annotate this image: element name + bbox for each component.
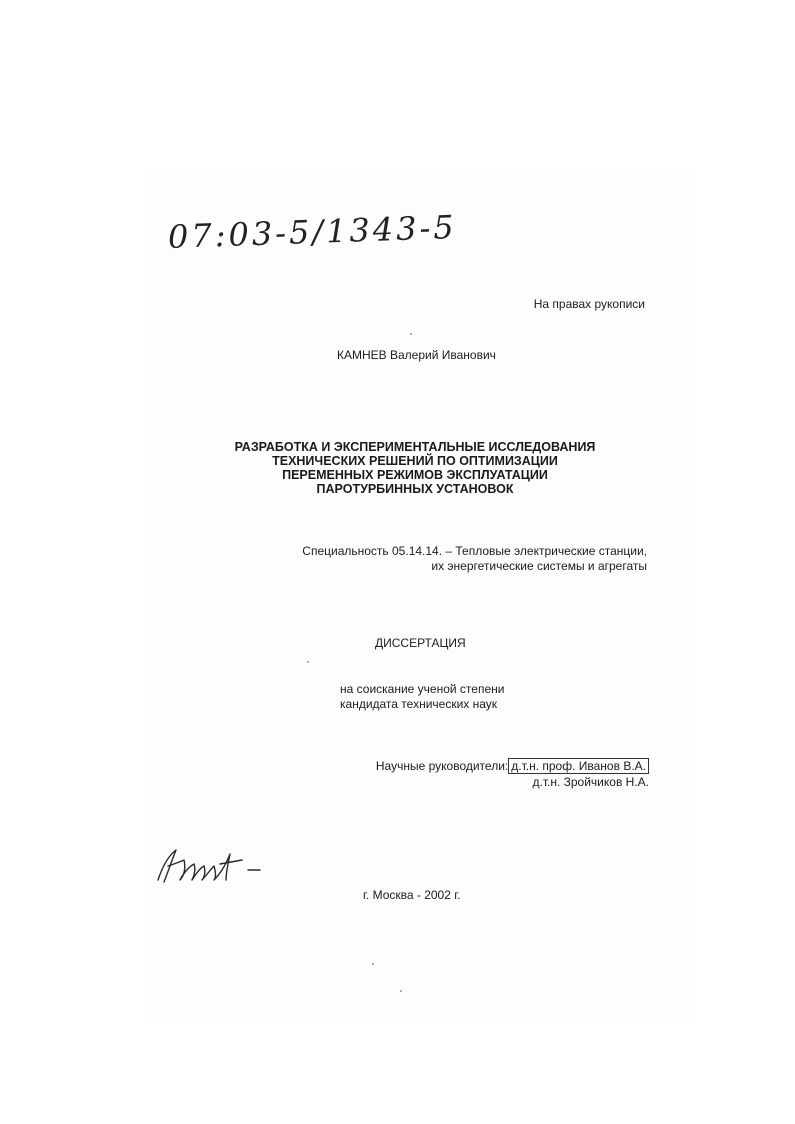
supervisor-second: д.т.н. Зройчиков Н.А. [532,775,649,789]
title-line: РАЗРАБОТКА И ЭКСПЕРИМЕНТАЛЬНЫЕ ИССЛЕДОВАНИЯ [234,440,596,454]
document-type: ДИССЕРТАЦИЯ [375,636,466,650]
specialty-line: Специальность 05.14.14. – Тепловые электрические станции, [302,544,647,558]
degree-line: кандидата технических наук [340,697,498,711]
rights-note: На правах рукописи [533,297,645,311]
dissertation-title [200,440,630,496]
supervisors-label: Научные руководители: [375,759,509,773]
title-line: ПАРОТУРБИННЫХ УСТАНОВОК [316,482,514,496]
title-line: ТЕХНИЧЕСКИХ РЕШЕНИЙ ПО ОПТИМИЗАЦИИ [272,454,558,468]
specialty-line: их энергетические системы и агрегаты [431,559,647,573]
supervisor-first: д.т.н. проф. Иванов В.А. [508,758,649,774]
degree-line: на соискание ученой степени [340,682,505,696]
supervisors-block [376,758,649,790]
supervisors-row-first [376,758,649,774]
handwritten-signature-icon [150,842,270,887]
scan-speck [400,990,402,992]
place-and-year: г. Москва - 2002 г. [363,888,461,902]
specialty-block [302,544,647,574]
scan-speck [410,333,412,335]
handwritten-archive-code: 07:03-5/1343-5 [167,207,458,256]
degree-block [340,682,504,712]
title-line: ПЕРЕМЕННЫХ РЕЖИМОВ ЭКСПЛУАТАЦИИ [282,468,548,482]
scan-speck [307,661,309,663]
author-name: КАМНЕВ Валерий Иванович [337,348,496,362]
scan-speck [372,963,374,965]
